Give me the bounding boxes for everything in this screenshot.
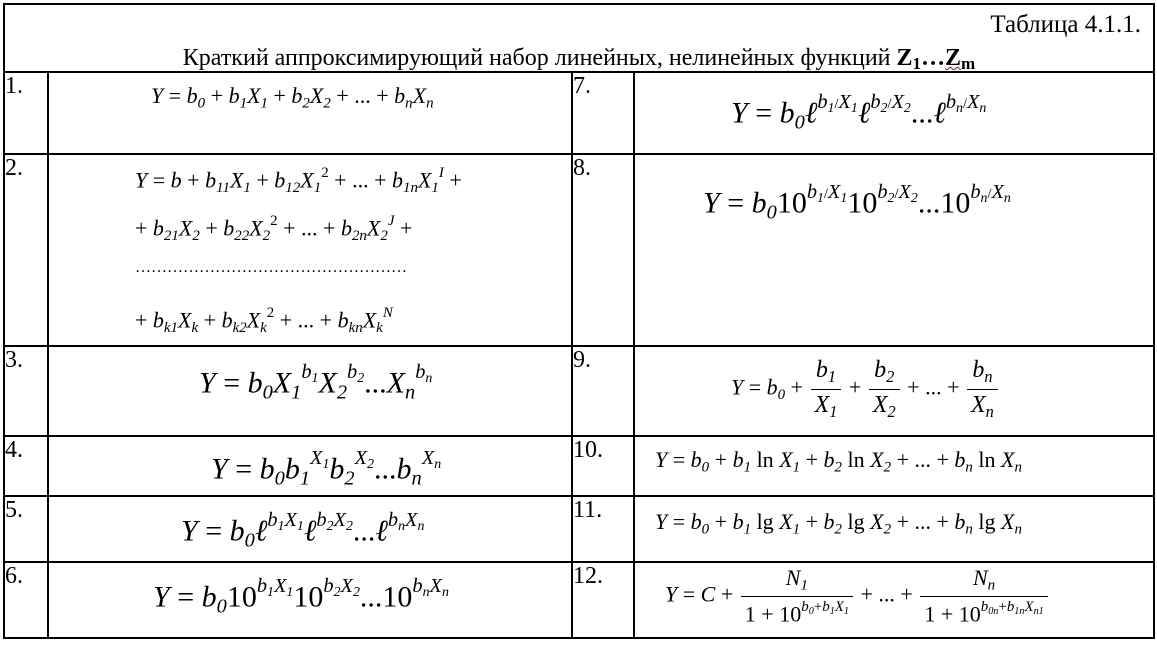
row-number: 8. (572, 154, 634, 346)
row-number: 1. (4, 72, 48, 154)
table-row (4, 436, 1154, 496)
table-row (4, 346, 1154, 436)
formula-8: $Y = b_010^{b_1/X_1}10^{b_2/X_2}...10^{b_n/X_n}$ (634, 154, 1154, 346)
table-row (4, 496, 1154, 562)
formula-6: $Y = b_010^{b_1X_1}10^{b_2X_2}...10^{b_nX_n}$ (48, 562, 572, 638)
page (3, 3, 1153, 639)
caption-zm: $Z_m$ (945, 45, 976, 73)
caption-z1: $Z_1\dots$ (896, 45, 946, 73)
formula-12: Y = C + $\frac{N_1}{1 + 10^{b_0+b_1X_1}}$ + ... + $\frac{N_n}{1 + 10^{b_{0n}+b_{1n}X_{n1}}}$ (634, 562, 1154, 638)
row-number: 3. (4, 346, 48, 436)
row-number: 7. (572, 72, 634, 154)
formula-2: $Y = b + b_{11}X_1 + b_{12}X_1^2$ + ... + $b_{1n}X_1^I$ + + $b_{21}X_2 + b_{22}X_2^2$ + ... + $b_{2n}X_2^J$ + …………………………………………… + $b_{k1}X_k + b_{k2}X_k^2$ + ... + $b_{kn}X_k^N$ (48, 154, 572, 346)
row-number: 10. (572, 436, 634, 496)
formula-1: $Y = b_0 + b_1X_1 + b_2X_2$ + ... + $b_nX_n$ (48, 72, 572, 154)
formula-2-dots: …………………………………………… (135, 259, 407, 276)
table-row (4, 72, 1154, 154)
table-caption (5, 45, 1153, 74)
caption-text: Краткий аппроксимирующий набор линейных, нелинейных функций (182, 45, 891, 71)
row-number: 11. (572, 496, 634, 562)
row-number: 4. (4, 436, 48, 496)
formula-4: $Y = b_0b_1^{X_1}b_2^{X_2}...b_n^{X_n}$ (48, 436, 572, 496)
formula-10: $Y = b_0 + b_1$ $\ln X_1 + b_2$ $\ln X_2$ + ... + $b_n$ $\ln X_n$ (634, 436, 1154, 496)
table-header (4, 4, 1154, 72)
row-number: 5. (4, 496, 48, 562)
formula-5: $Y = b_0\ell^{b_1X_1}\ell^{b_2X_2}...\ell^{b_nX_n}$ (48, 496, 572, 562)
table-row (4, 154, 1154, 346)
table-row (4, 562, 1154, 638)
row-number: 9. (572, 346, 634, 436)
formula-11: $Y = b_0 + b_1$ $\lg X_1 + b_2$ $\lg X_2$ + ... + $b_n$ $\lg X_n$ (634, 496, 1154, 562)
formula-7: $Y = b_0\ell^{b_1/X_1}\ell^{b_2/X_2}...\ell^{b_n/X_n}$ (634, 72, 1154, 154)
formula-3: $Y = b_0X_1^{b_1}X_2^{b_2}...X_n^{b_n}$ (48, 346, 572, 436)
function-table (3, 3, 1155, 639)
row-number: 6. (4, 562, 48, 638)
table-number: Таблица 4.1.1. (990, 11, 1141, 38)
row-number: 12. (572, 562, 634, 638)
row-number: 2. (4, 154, 48, 346)
formula-9: $Y = b_0$ + $\frac{b_1}{X_1}$ + $\frac{b_2}{X_2}$ + ... + $\frac{b_n}{X_n}$ (634, 346, 1154, 436)
